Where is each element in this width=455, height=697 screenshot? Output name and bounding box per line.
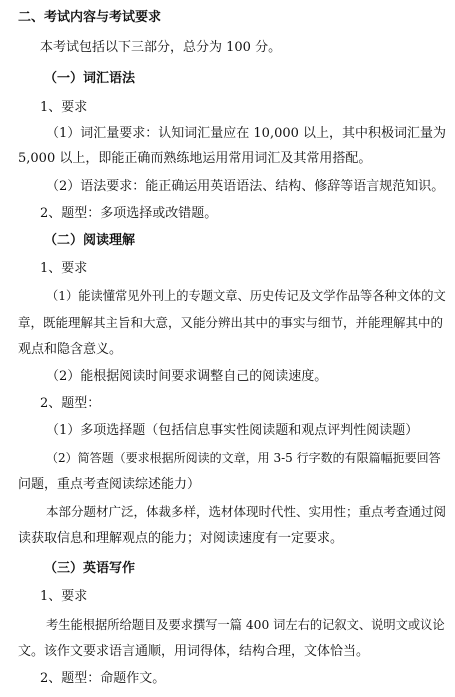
part3-req-heading: 1、要求 [40, 589, 88, 604]
part2-req-heading: 1、要求 [40, 261, 88, 276]
part2-type2-line1: （2）简答题（要求根据所阅读的文章，用 3-5 行字数的有限篇幅扼要回答 [46, 451, 441, 465]
part1-title: （一）词汇语法 [44, 71, 136, 86]
part1-req1-line1: （1）词汇量要求：认知词汇量应在 10,000 以上，其中积极词汇量为 [46, 126, 447, 141]
part2-type1: （1）多项选择题（包括信息事实性阅读题和观点评判性阅读题） [46, 423, 419, 438]
intro-text: 本考试包括以下三部分，总分为 100 分。 [40, 40, 282, 55]
part1-req1-line2: 5,000 以上，即能正确而熟练地运用常用词汇及其常用搭配。 [18, 151, 372, 166]
part3-type: 2、题型：命题作文。 [40, 671, 166, 686]
part2-req1-line1: （1）能读懂常见外刊上的专题文章、历史传记及文学作品等各种文体的文 [46, 289, 446, 303]
part2-req2: （2）能根据阅读时间要求调整自己的阅读速度。 [46, 369, 328, 384]
part3-req-line2: 文。该作文要求语言通顺，用词得体，结构合理，文体恰当。 [18, 644, 370, 659]
part2-type-heading: 2、题型： [40, 396, 101, 411]
part2-type2-line2: 问题，重点考查阅读综述能力） [18, 477, 201, 492]
part2-title: （二）阅读理解 [44, 233, 136, 248]
part3-req-line1: 考生能根据所给题目及要求撰写一篇 400 词左右的记叙文、说明文或议论 [46, 618, 445, 632]
part3-title: （三）英语写作 [44, 561, 136, 576]
part1-req-heading: 1、要求 [40, 100, 88, 115]
part1-req2: （2）语法要求：能正确运用英语语法、结构、修辞等语言规范知识。 [46, 179, 445, 194]
section-title: 二、考试内容与考试要求 [18, 10, 162, 25]
part2-summary-line2: 读获取信息和理解观点的能力；对阅读速度有一定要求。 [18, 531, 344, 546]
part2-summary-line1: 本部分题材广泛，体裁多样，选材体现时代性、实用性；重点考查通过阅 [46, 504, 447, 519]
part2-req1-line2: 章，既能理解其主旨和大意，又能分辨出其中的事实与细节，并能理解其中的 [18, 315, 444, 330]
part1-type: 2、题型：多项选择或改错题。 [40, 206, 218, 221]
part2-req1-line3: 观点和隐含意义。 [18, 342, 123, 357]
